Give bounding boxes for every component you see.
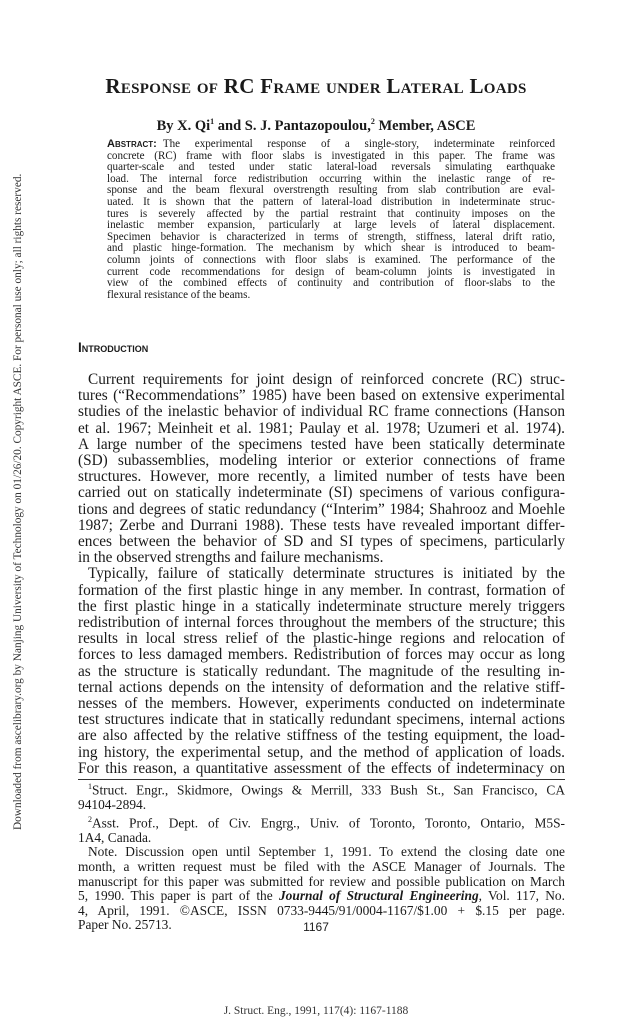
body-line: tures (“Recommendations” 1985) have been based on extensive experimental xyxy=(78,388,565,405)
author-1: By X. Qi xyxy=(156,117,211,134)
abstract-line: quarter-scale and tested under static lateral-load reversals simulating earthquake xyxy=(107,162,555,174)
abstract-line: tures is severely affected by the partial restraint that continuity imposes on the xyxy=(107,208,555,220)
abstract-line: flexural resistance of the beams. xyxy=(107,289,251,301)
note-text: , Vol. 117, No. xyxy=(478,889,565,904)
footnote-mark: 1 xyxy=(88,782,92,791)
abstract xyxy=(107,139,555,301)
abstract-line: sponse and the beam flexural overstrength resulting from slab contribution are eval- xyxy=(107,185,555,197)
body-text xyxy=(78,372,565,777)
abstract-line xyxy=(107,139,555,151)
body-line: studies of the inelastic behavior of individual RC frame connections (Hanson xyxy=(78,404,565,421)
abstract-line: and plastic hinge-formation. The mechanism by which shear is introduced to beam- xyxy=(107,243,555,255)
note-line: month, a written request must be filed with the ASCE Manager of Journals. The xyxy=(78,859,565,874)
body-line: structures. However, more recently, a limited number of tests have been xyxy=(78,469,565,486)
section-heading-introduction: Introduction xyxy=(78,340,149,355)
citation: J. Struct. Eng., 1991, 117(4): 1167-1188 xyxy=(223,1005,409,1017)
body-line: ences between the behavior of SD and SI types of specimens, particularly xyxy=(78,534,565,551)
body-line: (SD) subassemblies, modeling interior or exterior connections of frame xyxy=(78,453,565,470)
body-line: ternal actions depends on the intensity of deformation and the relative stiff- xyxy=(78,679,565,696)
body-line: tions and degrees of static redundancy (“Interim” 1984; Shahrooz and Moehle xyxy=(78,501,565,518)
body-line: 1987; Zerbe and Durrani 1988). These tests have revealed important differ- xyxy=(78,517,565,534)
download-notice: Downloaded from ascelibrary.org by Nanjing University of Technology on 01/26/20. Copyright ASCE. For personal use only; all rights reserved. xyxy=(12,173,24,830)
body-line: redistribution of internal forces throughout the members of the structure; this xyxy=(78,615,565,632)
note-line: Note. Discussion open until September 1, 1991. To extend the closing date one xyxy=(88,845,565,860)
body-line: For this reason, a quantitative assessment of the effects of indeterminacy on xyxy=(78,760,565,777)
body-line: results in local stress relief of the plastic-hinge regions and relocation of xyxy=(78,631,565,648)
footnote-mark: 2 xyxy=(88,814,92,824)
body-line: in the observed strengths and failure mechanisms. xyxy=(78,550,384,567)
body-line: ing history, the experimental setup, and the method of application of loads. xyxy=(78,744,565,761)
abstract-line: uated. It is shown that the pattern of lateral-load distribution in indeterminate struc- xyxy=(107,196,555,208)
body-line: Current requirements for joint design of reinforced concrete (RC) struc- xyxy=(88,372,565,388)
body-line: forces to less damaged members. Redistribution of forces may occur as long xyxy=(78,647,565,664)
note-line: manuscript for this paper was submitted for review and possible publication on March xyxy=(78,874,565,889)
abstract-line: inelastic member expansion, particularly at large levels of lateral displacement. xyxy=(107,220,555,232)
abstract-line: column joints of connections with floor slabs is examined. The performance of the xyxy=(107,254,555,266)
body-line: et al. 1967; Meinheit et al. 1981; Paulay et al. 1978; Uzumeri et al. 1974). xyxy=(78,420,565,437)
note-line xyxy=(78,889,565,904)
author-affiliation: Member, ASCE xyxy=(374,117,476,134)
page-number: 1167 xyxy=(303,920,329,934)
author-2: and S. J. Pantazopoulou, xyxy=(214,117,371,134)
body-line: formation of the first plastic hinge in any member. In contrast, formation of xyxy=(78,582,565,599)
body-line: the first plastic hinge in a statically indeterminate structure merely triggers xyxy=(78,598,565,615)
body-line: A large number of the specimens tested have been statically determinate xyxy=(78,436,565,453)
journal-name: Journal of Structural Engineering xyxy=(278,889,479,904)
footnote-line xyxy=(78,780,565,798)
authors xyxy=(0,117,632,135)
abstract-text: The experimental response of a single-story, indeterminate reinforced xyxy=(162,139,555,150)
footnote-text: Struct. Engr., Skidmore, Owings & Merrill, 333 Bush St., San Francisco, CA xyxy=(92,782,565,798)
note-line: Paper No. 25713. xyxy=(78,918,172,933)
note-text: 5, 1990. This paper is part of the xyxy=(78,889,279,904)
body-line: as the structure is statically redundant. The magnitude of the resulting in- xyxy=(78,663,565,680)
body-line: nesses of the members. However, experiments conducted on indeterminate xyxy=(78,696,565,713)
footnote-mark: 2 xyxy=(370,117,375,126)
footnote-mark: 1 xyxy=(210,117,215,126)
footnote-line xyxy=(78,813,565,831)
abstract-line: view of the combined effects of continuity and contribution of floor-slabs to the xyxy=(107,278,555,290)
footnote-line: 94104-2894. xyxy=(78,798,147,813)
abstract-line: Specimen behavior is characterized in terms of strength, stiffness, lateral drift ratio, xyxy=(107,231,555,243)
body-line: Typically, failure of statically determinate structures is initiated by the xyxy=(88,566,565,583)
note-line: 4, April, 1991. ©ASCE, ISSN 0733-9445/91/0004-1167/$1.00 + $.15 per page. xyxy=(78,903,565,918)
body-line: are also affected by the relative stiffness of the testing equipment, the load- xyxy=(78,728,565,745)
footnote-text: Asst. Prof., Dept. of Civ. Engrg., Univ. of Toronto, Toronto, Ontario, M5S- xyxy=(92,815,565,831)
paper-title: Response of RC Frame under Lateral Loads xyxy=(105,74,527,98)
body-line: test structures indicate that in statically redundant specimens, internal actions xyxy=(78,712,565,729)
footnote-line: 1A4, Canada. xyxy=(78,830,152,845)
abstract-line: current code recommendations for design of beam-column joints is investigated in xyxy=(107,266,555,278)
abstract-line: load. The internal force redistribution occurring within the inelastic range of re- xyxy=(107,173,555,185)
abstract-label: Abstract: xyxy=(107,139,157,150)
body-line: carried out on statically indeterminate (SI) specimens of various configura- xyxy=(78,485,565,502)
abstract-line: concrete (RC) frame with floor slabs is investigated in this paper. The frame was xyxy=(107,150,555,162)
footnotes xyxy=(78,780,565,933)
